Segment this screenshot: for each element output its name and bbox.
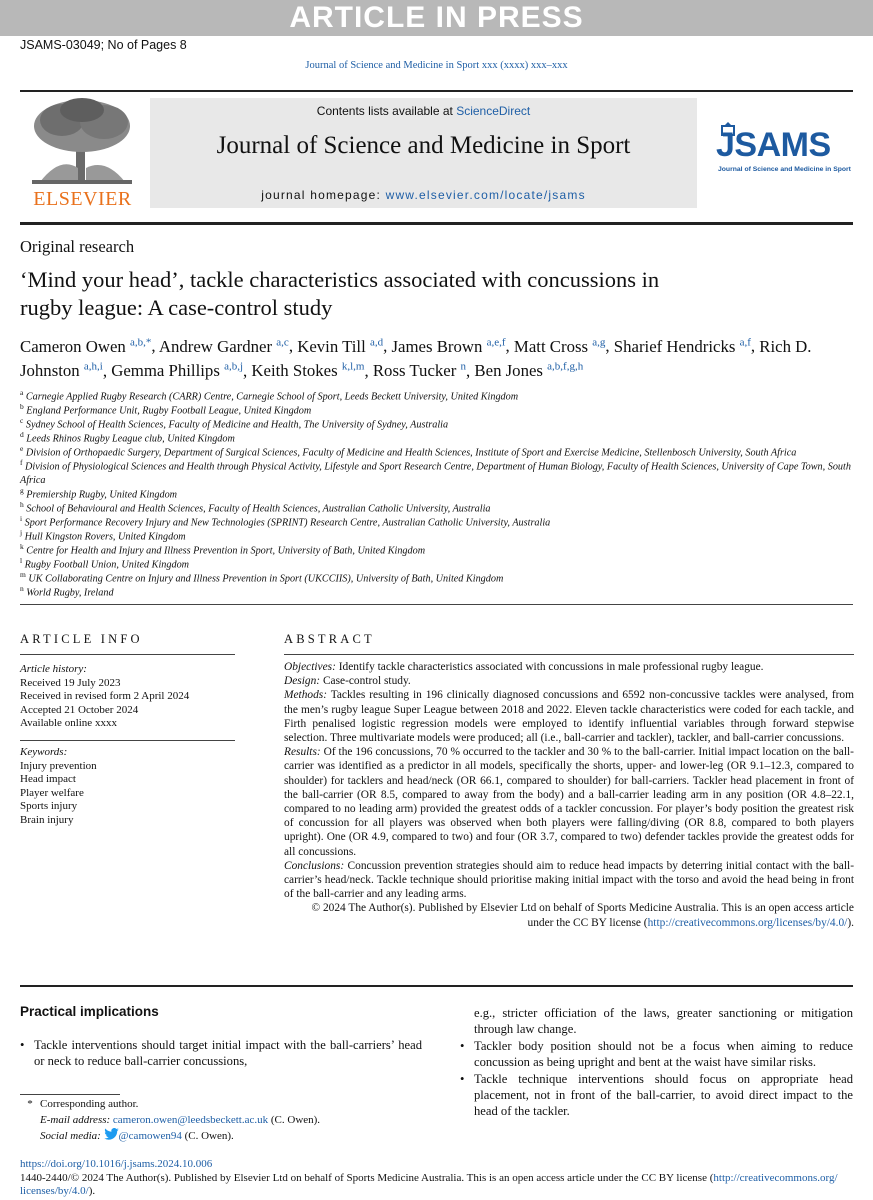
homepage-prefix: journal homepage: — [261, 188, 386, 202]
keyword-item: Player welfare — [20, 786, 84, 799]
practical-bullet-1 — [20, 1038, 422, 1069]
history-item: Received in revised form 2 April 2024 — [20, 690, 190, 703]
affiliation-text: Centre for Health and Injury and Illness Prevention in Sport, University of Bath, United Kingdom — [26, 545, 426, 557]
affiliation-text: Carnegie Applied Rugby Research (CARR) Centre, Carnegie School of Sport, Leeds Beckett University, United Kingdom — [25, 391, 519, 403]
author-name: Ross Tucker — [372, 361, 457, 381]
keyword-item: Head impact — [20, 773, 76, 786]
keyword-item: Injury prevention — [20, 759, 97, 772]
contents-prefix: Contents lists available at — [316, 104, 457, 118]
affiliation-key: j — [20, 528, 23, 537]
history-item: Accepted 21 October 2024 — [20, 703, 139, 716]
affiliation-text: UK Collaborating Centre on Injury and Illness Prevention in Sport (UKCCIIS), University of Bath, United Kingdom — [28, 573, 504, 585]
cc-license-link[interactable]: http://creativecommons.org/licenses/by/4.0/ — [647, 916, 848, 929]
abstract-design: Design: Case-control study. — [284, 675, 411, 688]
affiliation-key: b — [20, 402, 24, 411]
affiliation-text: Leeds Rhinos Rugby League club, United Kingdom — [26, 433, 235, 445]
author-affiliation-marks[interactable]: a,h,i — [83, 360, 103, 373]
bullet-item: • Tackle technique interventions should focus on appropriate head placement, not in front of the ball-carrier, to avoid direct impact to the head of the tackler. — [460, 1072, 853, 1119]
practical-implications-heading: Practical implications — [20, 1004, 159, 1019]
author-name: Rich D. Johnston — [20, 336, 812, 381]
author[interactable] — [373, 361, 466, 380]
history-item: Received 19 July 2023 — [20, 676, 121, 689]
history-label: Article history: — [20, 663, 87, 675]
affiliation-text: England Performance Unit, Rugby Football League, United Kingdom — [26, 405, 312, 417]
elsevier-tree-icon — [20, 96, 145, 186]
author-name: James Brown — [391, 336, 483, 356]
affiliation-key: a — [20, 388, 24, 397]
affiliation-key: e — [20, 444, 24, 453]
email-link[interactable]: cameron.owen@leedsbeckett.ac.uk — [112, 1114, 269, 1126]
abstract-conclusions: Conclusions: Concussion prevention strategies should aim to reduce head impacts by deterring initial contact with the ball-carrier’s head/neck. Tackle technique should prioritise making initial impact with the torso and avoid the head being in front of the ball-carrier and any leading arms. — [284, 859, 854, 901]
affiliation-key: k — [20, 542, 24, 551]
article-in-press-banner: ARTICLE IN PRESS — [0, 0, 873, 36]
author-affiliation-marks[interactable]: a,f — [739, 336, 751, 348]
bullet-item: • Tackler body position should not be a focus when aiming to reduce concussion as being upright and bent at the waist have similar risks. — [460, 1039, 853, 1070]
article-info-heading: ARTICLE INFO — [20, 632, 143, 646]
affiliation-key: n — [20, 584, 24, 593]
title-line-1: ‘Mind your head’, tackle characteristics associated with concussions in — [20, 267, 660, 292]
affiliation-key: c — [20, 416, 24, 425]
affiliation-key: f — [20, 458, 23, 467]
abstract-results: Results: Of the 196 concussions, 70 % occurred to the tackler and 30 % to the ball-carrier. Initial impact location on the ball-carrier was identified as a predictor in all models, specifically the shorts, upper- and lower-leg (OR 9.1–12.3, compared to shoulder) for tacklers and head/neck (OR 66.1, compared to shoulder) for ball-carriers. Tackler head placement in front of the ball-carrier (OR 8.5, compared to away from the body) and a ball-carrier leading arm in any position (OR 4.8–22.1, compared to no leading arm) provided the greatest odds of a tackler concussion. For player’s body position the greatest risk of concussion for all players was observed when both players were falling/diving (OR 8.8, compared to both players upright). One (OR 4.9, compared to two) and four (OR 3.7, compared to two) defender tackles provide the greatest odds for all concussions. — [284, 746, 854, 858]
bullet-continuation: e.g., stricter officiation of the laws, greater sanctioning or mitigation through law change. — [474, 1006, 853, 1036]
sciencedirect-link[interactable]: ScienceDirect — [456, 104, 531, 118]
author-affiliation-marks[interactable]: k,l,m — [341, 360, 365, 373]
author[interactable] — [297, 337, 383, 356]
footnote — [20, 1096, 440, 1144]
author-affiliation-marks[interactable]: a,d — [369, 336, 384, 348]
license-suffix: ). — [88, 1185, 96, 1197]
affiliation-text: Premiership Rugby, United Kingdom — [26, 489, 178, 501]
affiliation-key: d — [20, 430, 24, 439]
citation-line[interactable]: Journal of Science and Medicine in Sport xxx (xxxx) xxx–xxx — [305, 60, 568, 71]
elsevier-wordmark: ELSEVIER — [33, 188, 132, 210]
abstract-body — [284, 660, 854, 930]
elsevier-logo[interactable] — [20, 96, 145, 208]
author-affiliation-marks[interactable]: a,b,j — [224, 360, 244, 373]
practical-column-2 — [460, 1006, 853, 1119]
author[interactable] — [474, 361, 583, 380]
license-link-continued[interactable]: licenses/by/4.0/ — [20, 1185, 89, 1197]
author-name: Matt Cross — [513, 336, 589, 356]
doi-link[interactable]: https://doi.org/10.1016/j.jsams.2024.10.006 — [20, 1158, 213, 1170]
journal-header — [150, 98, 697, 208]
affiliation-text: Sport Performance Recovery Injury and New Technologies (SPRINT) Research Centre, Australian Catholic University, Australia — [24, 517, 551, 529]
author-affiliation-marks[interactable]: a,b,* — [130, 336, 152, 348]
author-list: Cameron Owen $^{a,b,*}$, Andrew Gardner $^{a,c}$, Kevin Till $^{a,d}$, James Brown $^{a,e,f}$, Matt Cross $^{a,g}$, Sharief Hendricks $^{a,f}$, Rich D. Johnston $^{a,h,i}$, Gemma Phillips $^{a,b,j}$, Keith Stokes $^{k,l,m}$, Ross Tucker $^n$, Ben Jones $^{a,b,f,g,h}$ — [20, 336, 812, 381]
affiliation-key: m — [20, 570, 26, 579]
abstract-methods: Methods: Tackles resulting in 196 clinically diagnosed concussions and 6592 non-concussive tackles were analysed, from the men’s rugby league Super League between 2018 and 2022. Eleven tackle characteristics were coded for each tackle, and Firth penalised logistic regression models were employed to identify influential variables through forward stepwise selection. Three multivariate models were produced; all (i.e., ball-carrier and tackler), tackler, and ball-carrier concussions. — [284, 689, 854, 745]
article-title — [20, 266, 659, 322]
title-line-2: rugby league: A case-control study — [20, 295, 333, 320]
keyword-item: Brain injury — [20, 813, 74, 826]
author-affiliation-marks[interactable]: a,e,f — [486, 336, 506, 348]
affiliation-key: i — [20, 514, 23, 523]
social-handle-link[interactable]: @camowen94 — [118, 1130, 182, 1142]
homepage-link[interactable]: www.elsevier.com/locate/jsams — [385, 188, 586, 202]
author[interactable] — [614, 337, 751, 356]
author-name: Sharief Hendricks — [613, 336, 736, 356]
journal-title: Journal of Science and Medicine in Sport — [216, 132, 631, 159]
affiliation-text: World Rugby, Ireland — [26, 587, 114, 599]
bullet-item: • Tackle interventions should target initial impact with the ball-carriers’ head or neck to reduce ball-carrier concussions, — [20, 1038, 422, 1069]
affiliation-text: Division of Physiological Sciences and Health through Physical Activity, Lifestyle and Sport Research Centre, Department of Human Biology, Faculty of Health Sciences, University of Cape Town, South Africa — [20, 461, 851, 487]
article-type: Original research — [20, 237, 135, 256]
author-name: Gemma Phillips — [111, 361, 220, 381]
affiliation-key: g — [20, 486, 24, 495]
author-name: Ben Jones — [474, 361, 543, 381]
author[interactable] — [111, 361, 243, 380]
author[interactable] — [20, 337, 151, 356]
affiliation-text: School of Behavioural and Health Sciences, Faculty of Health Sciences, Australian Catholic University, Australia — [26, 503, 491, 515]
author-affiliation-marks[interactable]: a,b,f,g,h — [547, 360, 584, 373]
author[interactable] — [159, 337, 289, 356]
jsams-logo[interactable] — [712, 122, 857, 182]
author-name: Kevin Till — [297, 336, 366, 356]
affiliation-key: l — [20, 556, 23, 565]
social-label: Social media: — [40, 1130, 101, 1142]
affiliation — [20, 582, 860, 600]
author-affiliation-marks[interactable]: a,c — [276, 336, 289, 348]
author-name: Andrew Gardner — [158, 336, 273, 356]
author[interactable] — [514, 337, 605, 356]
author-name: Keith Stokes — [251, 361, 338, 381]
author-affiliation-marks[interactable]: a,g — [592, 336, 606, 348]
abstract-heading: ABSTRACT — [284, 632, 375, 646]
email-suffix: (C. Owen). — [270, 1114, 321, 1126]
abstract-objectives: Objectives: Identify tackle characteristics associated with concussions in male professional rugby league. — [284, 661, 764, 673]
footnote-marker: * — [27, 1098, 33, 1110]
author-name: Cameron Owen — [20, 336, 126, 356]
corresponding-author: Corresponding author. — [40, 1098, 139, 1110]
author[interactable] — [251, 361, 364, 380]
keywords-label: Keywords: — [20, 746, 68, 758]
author[interactable] — [392, 337, 506, 356]
license-text: 1440-2440/© 2024 The Author(s). Published by Elsevier Ltd on behalf of Sports Medicine Australia. This is an open access article under the CC BY license ( — [20, 1172, 714, 1184]
history-item: Available online xxxx — [20, 717, 117, 730]
license-line — [20, 1172, 853, 1198]
article-history — [20, 663, 235, 731]
jsams-wordmark: JSAMS — [716, 126, 831, 164]
abstract-copyright: © 2024 The Author(s). Published by Elsevier Ltd on behalf of Sports Medicine Australia. This is an open access article under the CC BY license (http://creativecommons.org/licenses/by/4.0/). — [311, 902, 854, 929]
social-suffix: (C. Owen). — [184, 1130, 234, 1142]
affiliation-key: h — [20, 500, 24, 509]
manuscript-id: JSAMS-03049; No of Pages 8 — [20, 38, 187, 52]
twitter-bird-icon — [104, 1128, 119, 1140]
keyword-item: Sports injury — [20, 800, 78, 813]
email-label: E-mail address: — [40, 1114, 111, 1126]
affiliation-text: Sydney School of Health Sciences, Faculty of Medicine and Health, The University of Sydney, Australia — [25, 419, 449, 431]
jsams-subtitle: Journal of Science and Medicine in Sport — [718, 166, 851, 173]
keywords — [20, 746, 235, 828]
author-affiliation-marks[interactable]: n — [460, 360, 467, 373]
affiliation-text: Hull Kingston Rovers, United Kingdom — [24, 531, 186, 543]
affiliation-text: Division of Orthopaedic Surgery, Department of Surgical Sciences, Faculty of Medicine and Health Sciences, Institute of Sport and Exercise Medicine, Stellenbosch University, South Africa — [25, 447, 797, 459]
affiliation-text: Rugby Football Union, United Kingdom — [24, 559, 190, 571]
license-link[interactable]: http://creativecommons.org/ — [713, 1172, 838, 1184]
